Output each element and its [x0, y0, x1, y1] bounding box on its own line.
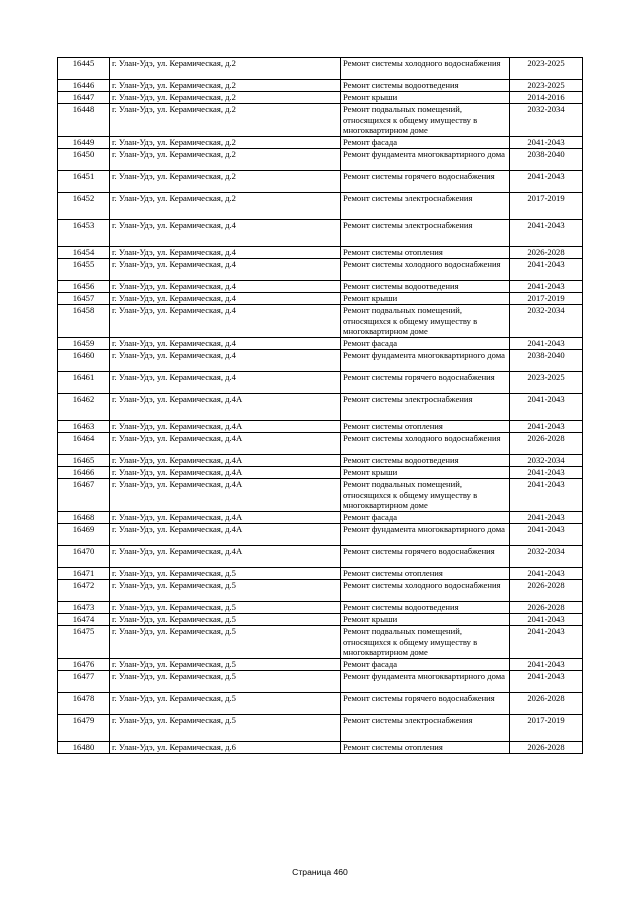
row-period: 2041-2043 [510, 171, 583, 193]
row-work-type: Ремонт фасада [341, 137, 510, 149]
row-address: г. Улан-Удэ, ул. Керамическая, д.2 [110, 80, 341, 92]
row-period: 2041-2043 [510, 568, 583, 580]
row-number: 16445 [58, 58, 110, 80]
row-address: г. Улан-Удэ, ул. Керамическая, д.4 [110, 338, 341, 350]
row-work-type: Ремонт системы отопления [341, 568, 510, 580]
row-number: 16451 [58, 171, 110, 193]
row-period: 2026-2028 [510, 580, 583, 602]
row-work-type: Ремонт системы горячего водоснабжения [341, 171, 510, 193]
row-number: 16450 [58, 149, 110, 171]
row-number: 16449 [58, 137, 110, 149]
row-number: 16464 [58, 433, 110, 455]
row-period: 2041-2043 [510, 259, 583, 281]
page-number: Страница 460 [292, 867, 348, 877]
row-number: 16473 [58, 602, 110, 614]
table-row [58, 220, 583, 247]
table-row [58, 524, 583, 546]
row-address: г. Улан-Удэ, ул. Керамическая, д.4А [110, 546, 341, 568]
row-period: 2041-2043 [510, 281, 583, 293]
row-work-type: Ремонт крыши [341, 467, 510, 479]
row-work-type: Ремонт системы горячего водоснабжения [341, 546, 510, 568]
row-period: 2023-2025 [510, 372, 583, 394]
row-number: 16462 [58, 394, 110, 421]
row-address: г. Улан-Удэ, ул. Керамическая, д.4А [110, 467, 341, 479]
row-work-type: Ремонт подвальных помещений, относящихся к общему имуществу в многоквартирном доме [341, 104, 510, 137]
row-number: 16478 [58, 693, 110, 715]
row-period: 2038-2040 [510, 149, 583, 171]
row-address: г. Улан-Удэ, ул. Керамическая, д.5 [110, 659, 341, 671]
row-period: 2026-2028 [510, 247, 583, 259]
row-work-type: Ремонт крыши [341, 293, 510, 305]
row-period: 2032-2034 [510, 104, 583, 137]
table-row [58, 92, 583, 104]
row-address: г. Улан-Удэ, ул. Керамическая, д.2 [110, 137, 341, 149]
row-work-type: Ремонт крыши [341, 614, 510, 626]
row-address: г. Улан-Удэ, ул. Керамическая, д.2 [110, 149, 341, 171]
row-period: 2038-2040 [510, 350, 583, 372]
table-row [58, 149, 583, 171]
row-address: г. Улан-Удэ, ул. Керамическая, д.4А [110, 512, 341, 524]
row-number: 16465 [58, 455, 110, 467]
table-row [58, 479, 583, 512]
row-address: г. Улан-Удэ, ул. Керамическая, д.5 [110, 602, 341, 614]
row-period: 2026-2028 [510, 602, 583, 614]
row-period: 2032-2034 [510, 455, 583, 467]
table-row [58, 742, 583, 754]
row-work-type: Ремонт системы водоотведения [341, 602, 510, 614]
row-period: 2026-2028 [510, 742, 583, 754]
row-work-type: Ремонт фасада [341, 512, 510, 524]
table-row [58, 104, 583, 137]
row-work-type: Ремонт фундамента многоквартирного дома [341, 524, 510, 546]
table-row [58, 293, 583, 305]
row-number: 16457 [58, 293, 110, 305]
row-address: г. Улан-Удэ, ул. Керамическая, д.4 [110, 281, 341, 293]
row-number: 16476 [58, 659, 110, 671]
row-address: г. Улан-Удэ, ул. Керамическая, д.2 [110, 92, 341, 104]
repair-schedule-table [57, 57, 583, 754]
table-row [58, 137, 583, 149]
row-address: г. Улан-Удэ, ул. Керамическая, д.4 [110, 293, 341, 305]
table-row [58, 659, 583, 671]
row-number: 16455 [58, 259, 110, 281]
row-work-type: Ремонт фундамента многоквартирного дома [341, 350, 510, 372]
row-address: г. Улан-Удэ, ул. Керамическая, д.4А [110, 524, 341, 546]
row-address: г. Улан-Удэ, ул. Керамическая, д.5 [110, 580, 341, 602]
row-work-type: Ремонт системы электроснабжения [341, 193, 510, 220]
row-address: г. Улан-Удэ, ул. Керамическая, д.5 [110, 568, 341, 580]
row-period: 2032-2034 [510, 305, 583, 338]
table-row [58, 193, 583, 220]
row-address: г. Улан-Удэ, ул. Керамическая, д.4А [110, 455, 341, 467]
row-number: 16480 [58, 742, 110, 754]
row-address: г. Улан-Удэ, ул. Керамическая, д.5 [110, 693, 341, 715]
row-number: 16463 [58, 421, 110, 433]
row-number: 16466 [58, 467, 110, 479]
row-period: 2026-2028 [510, 693, 583, 715]
row-work-type: Ремонт фундамента многоквартирного дома [341, 149, 510, 171]
row-address: г. Улан-Удэ, ул. Керамическая, д.5 [110, 671, 341, 693]
row-address: г. Улан-Удэ, ул. Керамическая, д.4А [110, 479, 341, 512]
table-row [58, 614, 583, 626]
row-period: 2014-2016 [510, 92, 583, 104]
row-work-type: Ремонт системы водоотведения [341, 281, 510, 293]
table-row [58, 259, 583, 281]
row-work-type: Ремонт системы отопления [341, 247, 510, 259]
row-number: 16474 [58, 614, 110, 626]
row-number: 16477 [58, 671, 110, 693]
row-work-type: Ремонт подвальных помещений, относящихся к общему имуществу в многоквартирном доме [341, 305, 510, 338]
row-work-type: Ремонт системы горячего водоснабжения [341, 372, 510, 394]
row-number: 16459 [58, 338, 110, 350]
row-number: 16470 [58, 546, 110, 568]
row-period: 2032-2034 [510, 546, 583, 568]
row-work-type: Ремонт фасада [341, 659, 510, 671]
table-row [58, 421, 583, 433]
table-row [58, 171, 583, 193]
table-row [58, 338, 583, 350]
row-address: г. Улан-Удэ, ул. Керамическая, д.5 [110, 715, 341, 742]
table-row [58, 626, 583, 659]
table-row [58, 512, 583, 524]
row-work-type: Ремонт системы электроснабжения [341, 394, 510, 421]
row-work-type: Ремонт фундамента многоквартирного дома [341, 671, 510, 693]
row-period: 2041-2043 [510, 659, 583, 671]
row-address: г. Улан-Удэ, ул. Керамическая, д.5 [110, 626, 341, 659]
row-number: 16479 [58, 715, 110, 742]
row-number: 16448 [58, 104, 110, 137]
row-address: г. Улан-Удэ, ул. Керамическая, д.2 [110, 104, 341, 137]
row-period: 2041-2043 [510, 479, 583, 512]
row-number: 16460 [58, 350, 110, 372]
row-address: г. Улан-Удэ, ул. Керамическая, д.4А [110, 394, 341, 421]
row-address: г. Улан-Удэ, ул. Керамическая, д.4 [110, 350, 341, 372]
row-number: 16472 [58, 580, 110, 602]
row-address: г. Улан-Удэ, ул. Керамическая, д.4 [110, 220, 341, 247]
row-number: 16461 [58, 372, 110, 394]
row-address: г. Улан-Удэ, ул. Керамическая, д.6 [110, 742, 341, 754]
row-period: 2041-2043 [510, 614, 583, 626]
table-row [58, 433, 583, 455]
row-period: 2041-2043 [510, 394, 583, 421]
row-work-type: Ремонт системы холодного водоснабжения [341, 433, 510, 455]
row-number: 16458 [58, 305, 110, 338]
table-row [58, 546, 583, 568]
row-work-type: Ремонт системы водоотведения [341, 80, 510, 92]
row-address: г. Улан-Удэ, ул. Керамическая, д.4А [110, 421, 341, 433]
table-row [58, 568, 583, 580]
row-work-type: Ремонт системы холодного водоснабжения [341, 259, 510, 281]
row-number: 16454 [58, 247, 110, 259]
table-row [58, 247, 583, 259]
row-period: 2041-2043 [510, 512, 583, 524]
row-number: 16469 [58, 524, 110, 546]
table-row [58, 80, 583, 92]
row-period: 2023-2025 [510, 80, 583, 92]
row-work-type: Ремонт системы холодного водоснабжения [341, 58, 510, 80]
row-number: 16446 [58, 80, 110, 92]
row-period: 2026-2028 [510, 433, 583, 455]
table-row [58, 580, 583, 602]
table-row [58, 602, 583, 614]
row-address: г. Улан-Удэ, ул. Керамическая, д.4 [110, 305, 341, 338]
table-row [58, 58, 583, 80]
row-work-type: Ремонт системы электроснабжения [341, 220, 510, 247]
row-period: 2023-2025 [510, 58, 583, 80]
table-row [58, 693, 583, 715]
row-period: 2041-2043 [510, 626, 583, 659]
row-address: г. Улан-Удэ, ул. Керамическая, д.4 [110, 247, 341, 259]
row-number: 16467 [58, 479, 110, 512]
row-address: г. Улан-Удэ, ул. Керамическая, д.5 [110, 614, 341, 626]
row-period: 2041-2043 [510, 338, 583, 350]
row-number: 16447 [58, 92, 110, 104]
row-number: 16456 [58, 281, 110, 293]
row-address: г. Улан-Удэ, ул. Керамическая, д.4 [110, 372, 341, 394]
row-work-type: Ремонт системы водоотведения [341, 455, 510, 467]
row-work-type: Ремонт системы электроснабжения [341, 715, 510, 742]
table-row [58, 467, 583, 479]
row-address: г. Улан-Удэ, ул. Керамическая, д.4А [110, 433, 341, 455]
row-work-type: Ремонт системы холодного водоснабжения [341, 580, 510, 602]
table-row [58, 394, 583, 421]
row-period: 2041-2043 [510, 671, 583, 693]
row-address: г. Улан-Удэ, ул. Керамическая, д.2 [110, 193, 341, 220]
row-address: г. Улан-Удэ, ул. Керамическая, д.4 [110, 259, 341, 281]
row-period: 2041-2043 [510, 467, 583, 479]
row-address: г. Улан-Удэ, ул. Керамическая, д.2 [110, 58, 341, 80]
row-period: 2041-2043 [510, 220, 583, 247]
table-row [58, 281, 583, 293]
row-number: 16468 [58, 512, 110, 524]
row-work-type: Ремонт системы отопления [341, 421, 510, 433]
row-number: 16471 [58, 568, 110, 580]
row-period: 2041-2043 [510, 421, 583, 433]
table-row [58, 715, 583, 742]
table-body [58, 58, 583, 754]
row-period: 2017-2019 [510, 193, 583, 220]
table-row [58, 305, 583, 338]
row-period: 2041-2043 [510, 524, 583, 546]
row-period: 2017-2019 [510, 715, 583, 742]
row-period: 2041-2043 [510, 137, 583, 149]
row-number: 16452 [58, 193, 110, 220]
row-number: 16475 [58, 626, 110, 659]
row-work-type: Ремонт системы отопления [341, 742, 510, 754]
row-period: 2017-2019 [510, 293, 583, 305]
row-address: г. Улан-Удэ, ул. Керамическая, д.2 [110, 171, 341, 193]
table-row [58, 671, 583, 693]
row-work-type: Ремонт подвальных помещений, относящихся к общему имуществу в многоквартирном доме [341, 479, 510, 512]
table-row [58, 455, 583, 467]
row-number: 16453 [58, 220, 110, 247]
table-row [58, 372, 583, 394]
row-work-type: Ремонт подвальных помещений, относящихся к общему имуществу в многоквартирном доме [341, 626, 510, 659]
table-row [58, 350, 583, 372]
row-work-type: Ремонт крыши [341, 92, 510, 104]
row-work-type: Ремонт системы горячего водоснабжения [341, 693, 510, 715]
row-work-type: Ремонт фасада [341, 338, 510, 350]
